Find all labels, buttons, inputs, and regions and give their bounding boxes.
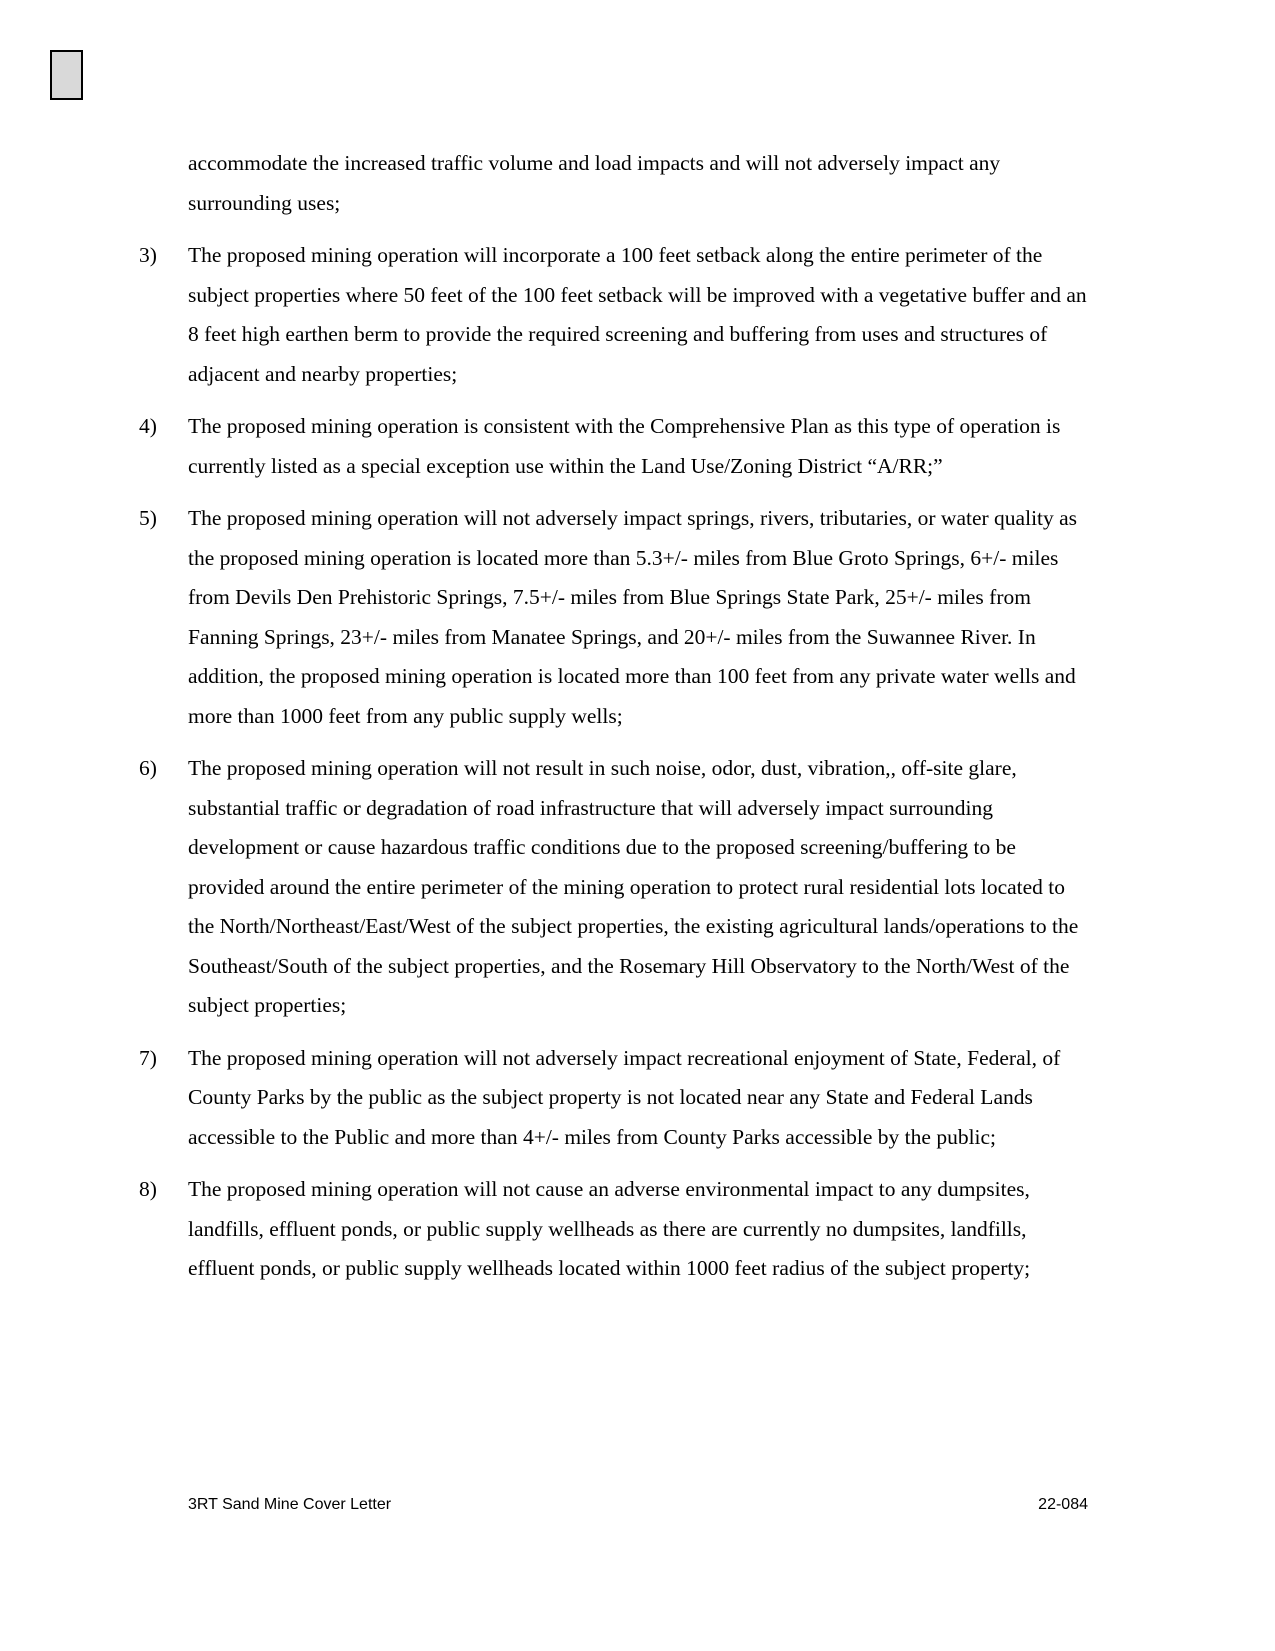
list-item-number: 8) — [139, 1177, 157, 1201]
footer-project-number: 22-084 — [1038, 1496, 1088, 1513]
continuation-text: accommodate the increased traffic volume and load impacts and will not adversely impact any surrounding uses; — [188, 151, 1001, 215]
list-item-number: 7) — [139, 1045, 157, 1070]
list-item-7 — [139, 1039, 1089, 1158]
list-item-8 — [139, 1170, 1089, 1289]
list-item-4 — [139, 407, 1089, 486]
list-item-text: The proposed mining operation will not cause an adverse environmental impact to any dumpsites, landfills, effluent ponds, or public supply wellheads as there are currently no dumpsites, landfills, effluent ponds, or public supply wellheads located within 1000 feet radius of the subject property; — [188, 1177, 1031, 1280]
list-item-text: The proposed mining operation is consistent with the Comprehensive Plan as this type of operation is currently listed as a special exception use within the Land Use/Zoning District “A/RR;” — [188, 414, 1061, 478]
continuation-paragraph — [139, 144, 1089, 223]
list-item-text: The proposed mining operation will incorporate a 100 feet setback along the entire perimeter of the subject properties where 50 feet of the 100 feet setback will be improved with a vegetative buffer and an 8 feet high earthen berm to provide the required screening and buffering from uses and structures of adjacent and nearby properties; — [188, 243, 1087, 386]
list-item-number: 4) — [139, 414, 157, 438]
list-item-6 — [139, 749, 1089, 1026]
list-item-number: 5) — [139, 506, 157, 530]
page-marker-box — [50, 50, 83, 100]
list-item-text: The proposed mining operation will not result in such noise, odor, dust, vibration,, off-site glare, substantial traffic or degradation of road infrastructure that will adversely impact surrounding development or cause hazardous traffic conditions due to the proposed screening/buffering to be provided around the entire perimeter of the mining operation to protect rural residential lots located to the North/Northeast/East/West of the subject properties, the existing agricultural lands/operations to the Southeast/South of the subject properties, and the Rosemary Hill Observatory to the North/West of the subject properties; — [188, 756, 1079, 1017]
list-item-text: The proposed mining operation will not adversely impact recreational enjoyment of State, Federal, of County Parks by the public as the subject property is not located near any State and Federal Lands accessible to the Public and more than 4+/- miles from County Parks accessible by the public; — [188, 1045, 1061, 1149]
document-body — [139, 144, 1089, 1302]
list-item-number: 6) — [139, 756, 157, 780]
list-item-5 — [139, 499, 1089, 736]
footer-document-title: 3RT Sand Mine Cover Letter — [188, 1496, 392, 1513]
list-item-3 — [139, 236, 1089, 394]
list-item-number: 3) — [139, 243, 157, 267]
list-item-text: The proposed mining operation will not adversely impact springs, rivers, tributaries, or water quality as the proposed mining operation is located more than 5.3+/- miles from Blue Groto Springs, 6+/- miles from Devils Den Prehistoric Springs, 7.5+/- miles from Blue Springs State Park, 25+/- miles from Fanning Springs, 23+/- miles from Manatee Springs, and 20+/- miles from the Suwannee River. In addition, the proposed mining operation is located more than 100 feet from any private water wells and more than 1000 feet from any public supply wells; — [188, 506, 1078, 728]
